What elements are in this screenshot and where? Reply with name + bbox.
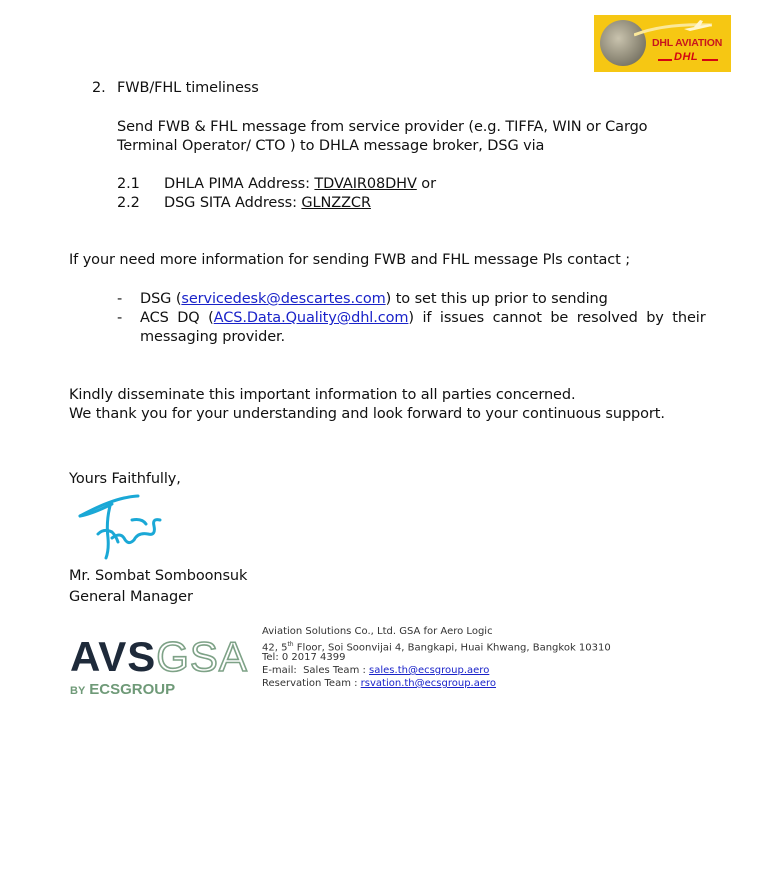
bullet-suffix: ) to set this up prior to sending — [385, 291, 608, 307]
dhl-speed-line — [702, 59, 718, 61]
airplane-icon — [634, 19, 714, 37]
dhl-aviation-text: DHL AVIATION — [652, 37, 723, 49]
subitem-number: 2.2 — [117, 195, 140, 211]
bullet-dash: - — [117, 291, 123, 307]
bullet-continuation: messaging provider. — [140, 329, 286, 345]
gsa-text: GSA — [156, 633, 248, 680]
dsg-email-link[interactable]: servicedesk@descartes.com — [181, 291, 386, 307]
contact-bullet-dsg — [140, 290, 608, 309]
address-superscript: th — [287, 641, 294, 648]
avs-gsa-wordmark — [70, 633, 248, 680]
acs-email-link[interactable]: ACS.Data.Quality@dhl.com — [213, 310, 409, 326]
section-paragraph-line: Send FWB & FHL message from service provider (e.g. TIFFA, WIN or Cargo — [117, 119, 648, 135]
avs-text: AVS — [70, 633, 157, 680]
sita-address-value: GLNZZCR — [301, 195, 371, 211]
footer-company: Aviation Solutions Co., Ltd. GSA for Aero Logic — [262, 626, 493, 637]
reservation-label: Reservation Team : — [262, 678, 361, 689]
salutation: Yours Faithfully, — [69, 471, 181, 487]
dhl-aviation-logo — [594, 15, 731, 72]
contact-bullet-acs — [140, 309, 706, 328]
section-paragraph-line: Terminal Operator/ CTO ) to DHLA message broker, DSG via — [117, 138, 545, 154]
contact-intro: If your need more information for sending FWB and FHL message Pls contact ; — [69, 252, 630, 268]
subitem-suffix: or — [416, 176, 436, 192]
bullet-prefix: DSG ( — [140, 291, 182, 307]
address-part: Floor, Soi Soonvijai 4, Bangkapi, Huai Khwang, Bangkok 10310 — [293, 642, 611, 654]
subitem-number: 2.1 — [117, 176, 140, 192]
bullet-prefix: ACS DQ ( — [140, 310, 214, 326]
dhl-wordmark: DHL — [674, 51, 699, 63]
section-title: FWB/FHL timeliness — [117, 80, 259, 96]
signature — [76, 492, 176, 562]
subitem-pima-address — [164, 175, 436, 194]
subitem-sita-address — [164, 194, 371, 213]
ecs-group-text — [70, 681, 175, 698]
address-part: 42, 5 — [262, 642, 288, 654]
signer-title: General Manager — [69, 589, 193, 605]
footer-tel: Tel: 0 2017 4399 — [262, 652, 346, 663]
subitem-label: DSG SITA Address: — [164, 195, 302, 211]
closing-line: Kindly disseminate this important information to all parties concerned. — [69, 387, 576, 403]
signer-name: Mr. Sombat Somboonsuk — [69, 568, 248, 584]
dhl-speed-line — [658, 59, 672, 61]
sales-email-link[interactable]: sales.th@ecsgroup.aero — [369, 665, 490, 676]
email-label: E-mail: Sales Team : — [262, 665, 370, 676]
section-number: 2. — [92, 80, 106, 96]
bullet-dash: - — [117, 310, 123, 326]
pima-address-value: TDVAIR08DHV — [314, 176, 417, 192]
closing-line: We thank you for your understanding and look forward to your continuous support. — [69, 406, 665, 422]
footer-sales-email — [262, 664, 489, 677]
bullet-suffix: ) if issues cannot be resolved by their — [408, 310, 706, 326]
footer-reservation-email — [262, 677, 496, 690]
by-text: BY — [70, 685, 86, 697]
reservation-email-link[interactable]: rsvation.th@ecsgroup.aero — [360, 678, 497, 689]
ecsgroup-text: ECSGROUP — [89, 681, 176, 698]
avs-gsa-logo — [70, 633, 252, 700]
subitem-label: DHLA PIMA Address: — [164, 176, 315, 192]
